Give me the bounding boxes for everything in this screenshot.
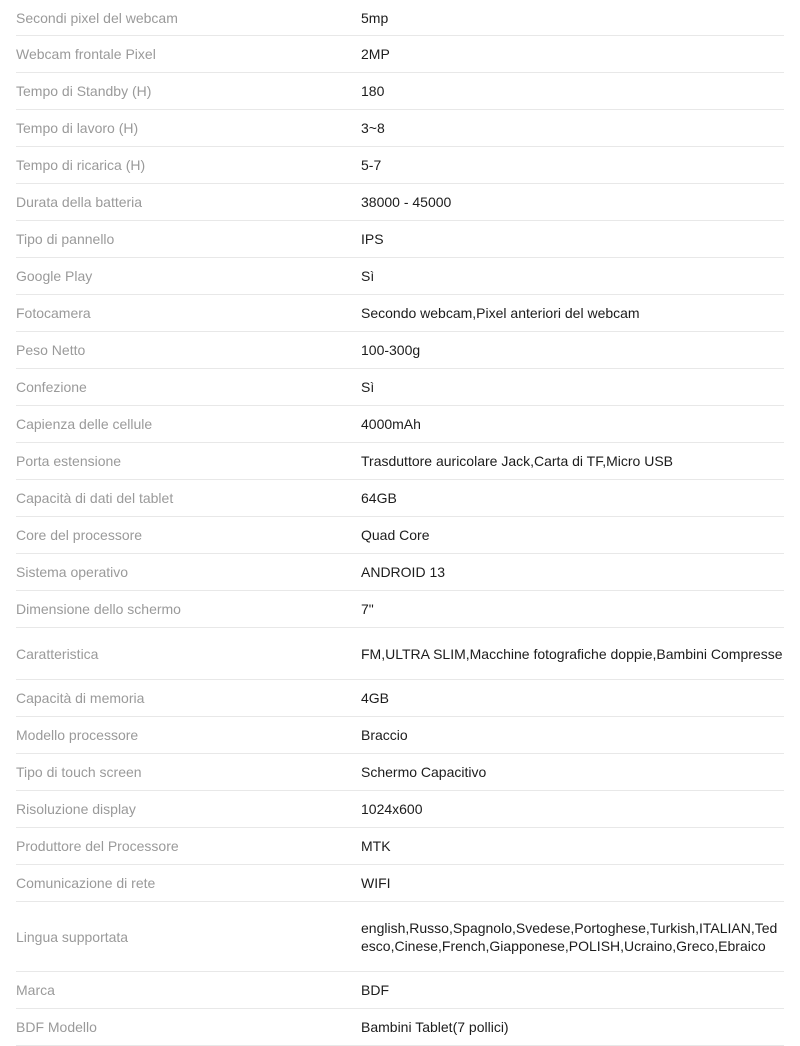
spec-label: Capienza delle cellule	[16, 406, 361, 443]
spec-label: Google Play	[16, 258, 361, 295]
specifications-table	[16, 0, 784, 1046]
spec-value: Secondo webcam,Pixel anteriori del webcam	[361, 295, 784, 332]
spec-value: 1024x600	[361, 791, 784, 828]
table-row	[16, 0, 784, 36]
table-row	[16, 73, 784, 110]
spec-label: Capacità di memoria	[16, 680, 361, 717]
spec-value: Sì	[361, 258, 784, 295]
table-row	[16, 369, 784, 406]
spec-label: Fotocamera	[16, 295, 361, 332]
table-row	[16, 184, 784, 221]
spec-label: Sistema operativo	[16, 554, 361, 591]
spec-value: BDF	[361, 972, 784, 1009]
spec-value: MTK	[361, 828, 784, 865]
spec-value: IPS	[361, 221, 784, 258]
table-row	[16, 717, 784, 754]
table-row	[16, 332, 784, 369]
spec-label: Confezione	[16, 369, 361, 406]
table-row	[16, 517, 784, 554]
table-row	[16, 1009, 784, 1046]
spec-value: Sì	[361, 369, 784, 406]
spec-label: Capacità di dati del tablet	[16, 480, 361, 517]
table-row	[16, 480, 784, 517]
spec-value: 180	[361, 73, 784, 110]
table-row	[16, 110, 784, 147]
table-row	[16, 221, 784, 258]
spec-label: Lingua supportata	[16, 902, 361, 972]
spec-label: BDF Modello	[16, 1009, 361, 1046]
spec-value: WIFI	[361, 865, 784, 902]
spec-value: Bambini Tablet(7 pollici)	[361, 1009, 784, 1046]
spec-label: Porta estensione	[16, 443, 361, 480]
spec-value: 38000 - 45000	[361, 184, 784, 221]
table-row	[16, 865, 784, 902]
spec-value: 7"	[361, 591, 784, 628]
table-row	[16, 147, 784, 184]
spec-label: Tempo di Standby (H)	[16, 73, 361, 110]
spec-label: Peso Netto	[16, 332, 361, 369]
table-row	[16, 972, 784, 1009]
table-row	[16, 791, 784, 828]
table-row	[16, 295, 784, 332]
spec-value: 3~8	[361, 110, 784, 147]
table-row	[16, 258, 784, 295]
table-row	[16, 902, 784, 972]
spec-label: Comunicazione di rete	[16, 865, 361, 902]
spec-label: Secondi pixel del webcam	[16, 0, 361, 36]
spec-label: Caratteristica	[16, 628, 361, 680]
spec-value: Braccio	[361, 717, 784, 754]
table-row	[16, 36, 784, 73]
spec-label: Dimensione dello schermo	[16, 591, 361, 628]
spec-label: Tempo di lavoro (H)	[16, 110, 361, 147]
spec-value: english,Russo,Spagnolo,Svedese,Portoghese,Turkish,ITALIAN,Tedesco,Cinese,French,Giapponese,POLISH,Ucraino,Greco,Ebraico	[361, 902, 784, 972]
spec-value: 64GB	[361, 480, 784, 517]
table-row	[16, 554, 784, 591]
spec-label: Modello processore	[16, 717, 361, 754]
spec-label: Tipo di touch screen	[16, 754, 361, 791]
table-row	[16, 628, 784, 680]
spec-value: 2MP	[361, 36, 784, 73]
table-row	[16, 591, 784, 628]
spec-label: Produttore del Processore	[16, 828, 361, 865]
spec-value: FM,ULTRA SLIM,Macchine fotografiche doppie,Bambini Compresse	[361, 628, 784, 680]
spec-label: Marca	[16, 972, 361, 1009]
spec-value: Quad Core	[361, 517, 784, 554]
spec-value: 5-7	[361, 147, 784, 184]
table-row	[16, 443, 784, 480]
spec-value: Trasduttore auricolare Jack,Carta di TF,Micro USB	[361, 443, 784, 480]
spec-label: Core del processore	[16, 517, 361, 554]
spec-value: Schermo Capacitivo	[361, 754, 784, 791]
spec-value: 100-300g	[361, 332, 784, 369]
spec-value: ANDROID 13	[361, 554, 784, 591]
table-row	[16, 828, 784, 865]
spec-label: Risoluzione display	[16, 791, 361, 828]
table-row	[16, 680, 784, 717]
spec-value: 4GB	[361, 680, 784, 717]
spec-label: Webcam frontale Pixel	[16, 36, 361, 73]
spec-value: 5mp	[361, 0, 784, 36]
spec-label: Tipo di pannello	[16, 221, 361, 258]
table-row	[16, 754, 784, 791]
spec-label: Durata della batteria	[16, 184, 361, 221]
spec-label: Tempo di ricarica (H)	[16, 147, 361, 184]
spec-value: 4000mAh	[361, 406, 784, 443]
table-row	[16, 406, 784, 443]
